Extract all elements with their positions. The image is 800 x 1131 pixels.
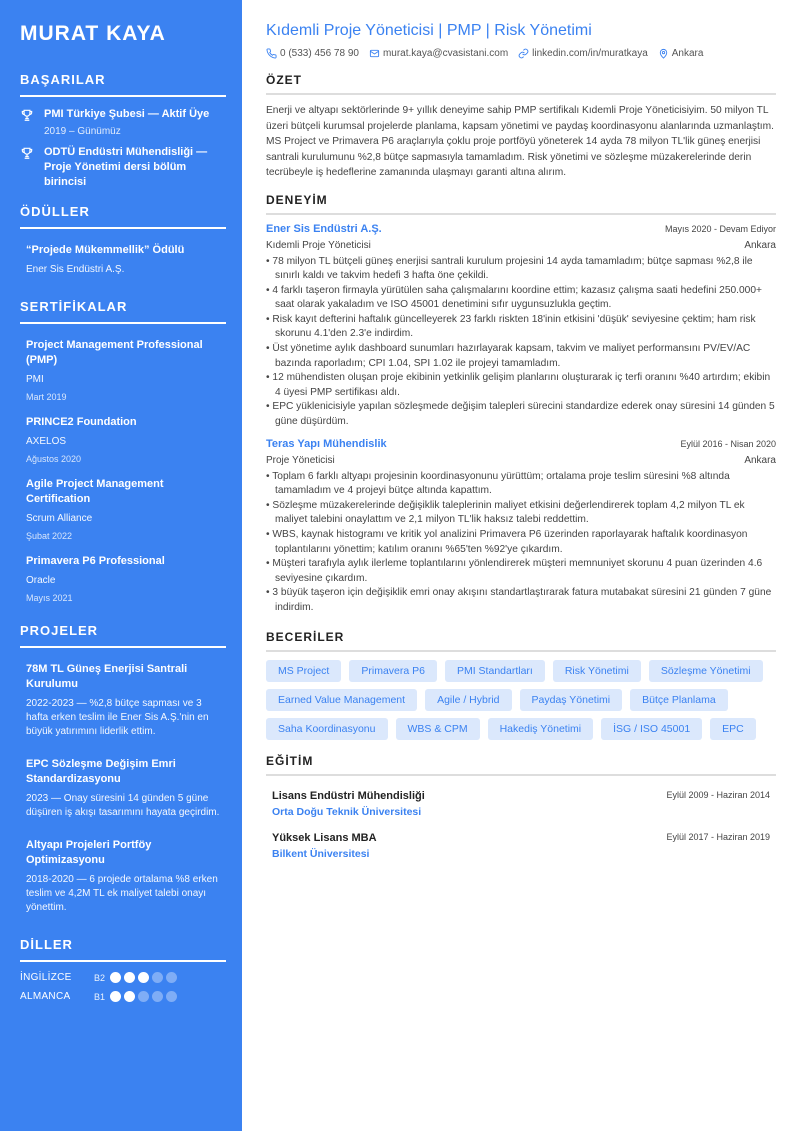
candidate-name: MURAT KAYA bbox=[20, 22, 166, 45]
achievement-title: ODTÜ Endüstri Mühendisliği — Proje Yönetimi dersi bölüm birincisi bbox=[44, 146, 208, 188]
edu-dates: Eylül 2017 - Haziran 2019 bbox=[666, 831, 770, 842]
language-row bbox=[20, 972, 226, 983]
cert-org: Scrum Alliance bbox=[26, 513, 93, 524]
cert-date: Mart 2019 bbox=[26, 392, 67, 402]
skill-tag: WBS & CPM bbox=[396, 718, 480, 740]
cert-title: PRINCE2 Foundation bbox=[26, 416, 137, 428]
skill-tag: Sözleşme Yönetimi bbox=[649, 660, 763, 682]
education-heading: EĞİTİM bbox=[266, 754, 776, 776]
linkedin-text: linkedin.com/in/muratkaya bbox=[532, 48, 648, 59]
job-entry bbox=[266, 438, 776, 616]
cert-item bbox=[20, 554, 226, 603]
project-item bbox=[20, 838, 226, 915]
edu-school: Orta Doğu Teknik Üniversitesi bbox=[272, 805, 422, 818]
job-bullet: • Toplam 6 farklı altyapı projesinin koordinasyonunu yürüttüm; ortalama proje teslim süresini %8 altında tamamladım ve 4 projeyi bütçe altında kapattım. bbox=[266, 470, 776, 499]
contact-phone[interactable] bbox=[266, 48, 359, 59]
project-desc: 2018-2020 — 6 projede ortalama %8 erken teslim ve 4,2M TL ek maliyet talebi onayı yönettim. bbox=[26, 874, 218, 913]
project-title: EPC Sözleşme Değişim Emri Standardizasyonu bbox=[26, 758, 176, 785]
contact-email[interactable] bbox=[369, 48, 508, 59]
job-bullet: • Sözleşme müzakerelerinde değişiklik taleplerinin maliyet etkisini değerlendirerek toplam 4,2 milyon TL ek maliyet talebini onaylattım ve 2,1 milyon TL'lik haksız talebi reddettim. bbox=[266, 499, 776, 528]
language-rating bbox=[110, 972, 177, 983]
skill-tag: PMI Standartları bbox=[445, 660, 545, 682]
cert-date: Mayıs 2021 bbox=[26, 593, 73, 603]
awards-heading: ÖDÜLLER bbox=[20, 204, 226, 229]
languages-heading: DİLLER bbox=[20, 937, 226, 962]
language-level: B2 bbox=[94, 972, 106, 983]
skill-tag: EPC bbox=[710, 718, 756, 740]
achievement-item bbox=[20, 107, 226, 137]
job-bullet: • 4 farklı taşeron firmayla yürütülen saha çalışmalarını koordine ettim; kazasız çalışma saati hedefini 250.000+ saat olarak yakaladım ve ISO 45001 denetimini sıfır uygunsuzlukla geçtim. bbox=[266, 284, 776, 313]
trophy-icon bbox=[20, 108, 34, 122]
project-desc: 2022-2023 — %2,8 bütçe sapması ve 3 hafta erken teslim ile Ener Sis A.Ş.'nin en büyük yatırımını liderlik ettim. bbox=[26, 698, 209, 737]
phone-text: 0 (533) 456 78 90 bbox=[280, 48, 359, 59]
skill-tag: Paydaş Yönetimi bbox=[520, 689, 623, 711]
edu-degree: Yüksek Lisans MBA bbox=[272, 831, 377, 844]
cert-org: AXELOS bbox=[26, 436, 67, 447]
sidebar bbox=[0, 0, 242, 1131]
summary-text: Enerji ve altyapı sektörlerinde 9+ yıllık deneyime sahip PMP sertifikalı Kıdemli Proje Yöneticisiyim. 50 milyon TL üzeri bütçeli kurumsal projelerde planlama, kapsam yönetimi ve paydaş koordinasyonu alanlarında uzmanlaştım. MS Project ve Primavera P6 araçlarıyla çoklu proje portföyü yöneterek 14 ayda 78 milyon TL'lik güneş enerjisi santrali kurulumunu %2,8 bütçe sapmasıyla tamamladım. Risk yönetimi ve sözleşme müzakerelerinde derin tecrübeyle iş hedeflerine zamanında ulaşmayı garanti altına alırım. bbox=[266, 105, 774, 178]
skills-heading: BECERİLER bbox=[266, 630, 776, 652]
rating-dot bbox=[166, 991, 177, 1002]
projects-heading: PROJELER bbox=[20, 623, 226, 648]
achievement-title: PMI Türkiye Şubesi — Aktif Üye bbox=[44, 108, 210, 120]
job-company: Ener Sis Endüstri A.Ş. bbox=[266, 222, 382, 235]
job-bullets bbox=[266, 470, 776, 616]
experience-heading: DENEYİM bbox=[266, 193, 776, 215]
award-item bbox=[20, 243, 226, 277]
achievements-heading: BAŞARILAR bbox=[20, 72, 226, 97]
job-bullet: • EPC yüklenicisiyle yapılan sözleşmede değişim talepleri sürecini standardize ederek onay süresini 14 günden 5 güne düşürdüm. bbox=[266, 400, 776, 429]
headline: Kıdemli Proje Yöneticisi | PMP | Risk Yönetimi bbox=[266, 22, 592, 39]
job-title: Kıdemli Proje Yöneticisi bbox=[266, 239, 371, 251]
summary-heading: ÖZET bbox=[266, 73, 776, 95]
job-bullet: • 12 mühendisten oluşan proje ekibinin yetkinlik gelişim planlarını oluşturarak iç terfi oranını %40 artırdım; ekibin 4 üyesi PMP sertifikası aldı. bbox=[266, 371, 776, 400]
job-dates: Eylül 2016 - Nisan 2020 bbox=[680, 438, 776, 449]
award-issuer: Ener Sis Endüstri A.Ş. bbox=[26, 264, 125, 275]
cert-title: Project Management Professional (PMP) bbox=[26, 339, 203, 366]
job-location: Ankara bbox=[744, 239, 776, 251]
main-content bbox=[266, 22, 776, 874]
rating-dot bbox=[138, 991, 149, 1002]
rating-dot bbox=[166, 972, 177, 983]
achievement-item bbox=[20, 145, 226, 190]
skills-list bbox=[266, 660, 776, 740]
achievement-date: 2019 – Günümüz bbox=[44, 126, 121, 137]
award-title: “Projede Mükemmellik” Ödülü bbox=[26, 244, 185, 256]
language-level: B1 bbox=[94, 991, 106, 1002]
skill-tag: Agile / Hybrid bbox=[425, 689, 511, 711]
project-title: Altyapı Projeleri Portföy Optimizasyonu bbox=[26, 839, 152, 866]
job-bullet: • 78 milyon TL bütçeli güneş enerjisi santrali kurulum projesini 14 ayda tamamladım; bütçe sapması %2,8 ile sınırlı kaldı ve takvim hedefi 3 hafta öne çekildi. bbox=[266, 255, 776, 284]
cert-title: Agile Project Management Certification bbox=[26, 478, 164, 505]
language-name: ALMANCA bbox=[20, 991, 71, 1002]
education-entry bbox=[272, 832, 770, 860]
cert-title: Primavera P6 Professional bbox=[26, 555, 165, 567]
cert-org: PMI bbox=[26, 374, 44, 385]
skill-tag: Primavera P6 bbox=[349, 660, 437, 682]
phone-icon bbox=[266, 48, 277, 59]
rating-dot bbox=[124, 972, 135, 983]
project-item bbox=[20, 662, 226, 739]
contact-linkedin[interactable] bbox=[518, 48, 648, 59]
link-icon bbox=[518, 48, 529, 59]
skill-tag: Earned Value Management bbox=[266, 689, 417, 711]
skill-tag: MS Project bbox=[266, 660, 341, 682]
location-pin-icon bbox=[658, 48, 669, 59]
project-desc: 2023 — Onay süresini 14 günden 5 güne düşüren iş akışı tasarımını hayata geçirdim. bbox=[26, 793, 220, 818]
job-location: Ankara bbox=[744, 454, 776, 466]
job-dates: Mayıs 2020 - Devam Ediyor bbox=[664, 223, 776, 234]
job-bullet: • Risk kayıt defterini haftalık güncelleyerek 23 farklı riskten 18'inin etkisini 'düşük' seviyesine çektim; ham risk skorunu 4.1'den 2.3'e indirdim. bbox=[266, 313, 776, 342]
job-entry bbox=[266, 223, 776, 430]
rating-dot bbox=[124, 991, 135, 1002]
education-entry bbox=[272, 790, 770, 818]
cert-date: Ağustos 2020 bbox=[26, 454, 82, 464]
trophy-icon bbox=[20, 146, 34, 160]
edu-degree: Lisans Endüstri Mühendisliği bbox=[272, 789, 425, 802]
cert-item bbox=[20, 415, 226, 464]
skill-tag: Hakediş Yönetimi bbox=[488, 718, 594, 740]
skill-tag: İSG / ISO 45001 bbox=[601, 718, 702, 740]
cert-org: Oracle bbox=[26, 575, 56, 586]
job-bullet: • WBS, kaynak histogramı ve kritik yol analizini Primavera P6 üzerinden raporlayarak haftalık koordinasyon toplantılarını yönettim; katılım oranını %65'ten %92'ye çıkardım. bbox=[266, 528, 776, 557]
rating-dot bbox=[110, 972, 121, 983]
rating-dot bbox=[152, 991, 163, 1002]
skill-tag: Saha Koordinasyonu bbox=[266, 718, 388, 740]
cert-item bbox=[20, 477, 226, 541]
skill-tag: Bütçe Planlama bbox=[630, 689, 728, 711]
job-bullets bbox=[266, 255, 776, 430]
certifications-heading: SERTİFİKALAR bbox=[20, 299, 226, 324]
edu-dates: Eylül 2009 - Haziran 2014 bbox=[666, 789, 770, 800]
job-title: Proje Yöneticisi bbox=[266, 454, 335, 466]
language-name: İNGİLİZCE bbox=[20, 972, 72, 983]
job-bullet: • 3 büyük taşeron için değişiklik emri onay akışını standartlaştırarak fatura mutabakat süresini 21 günden 7 güne indirdim. bbox=[266, 586, 776, 615]
edu-school: Bilkent Üniversitesi bbox=[272, 847, 370, 860]
location-text: Ankara bbox=[671, 48, 704, 59]
cert-item bbox=[20, 338, 226, 402]
project-item bbox=[20, 757, 226, 820]
language-row bbox=[20, 991, 226, 1002]
email-text: murat.kaya@cvasistani.com bbox=[382, 48, 509, 59]
contact-bar bbox=[266, 48, 776, 59]
job-bullet: • Müşteri tarafıyla aylık ilerleme toplantılarını yönlendirerek müşteri memnuniyet skorunu 4 puan üzerinden 4.6 seviyesine çıkardım. bbox=[266, 557, 776, 586]
rating-dot bbox=[110, 991, 121, 1002]
rating-dot bbox=[152, 972, 163, 983]
cert-date: Şubat 2022 bbox=[26, 531, 73, 541]
language-rating bbox=[110, 991, 177, 1002]
project-title: 78M TL Güneş Enerjisi Santrali Kurulumu bbox=[26, 663, 188, 690]
mail-icon bbox=[369, 48, 380, 59]
contact-location bbox=[658, 48, 704, 59]
job-bullet: • Üst yönetime aylık dashboard sunumları hazırlayarak kapsam, takvim ve maliyet performansını PV/EV/AC bazında raporladım; CPI 1.04, SPI 1.02 ile projeyi tamamladım. bbox=[266, 342, 776, 371]
rating-dot bbox=[138, 972, 149, 983]
skill-tag: Risk Yönetimi bbox=[553, 660, 641, 682]
job-company: Teras Yapı Mühendislik bbox=[266, 437, 387, 450]
